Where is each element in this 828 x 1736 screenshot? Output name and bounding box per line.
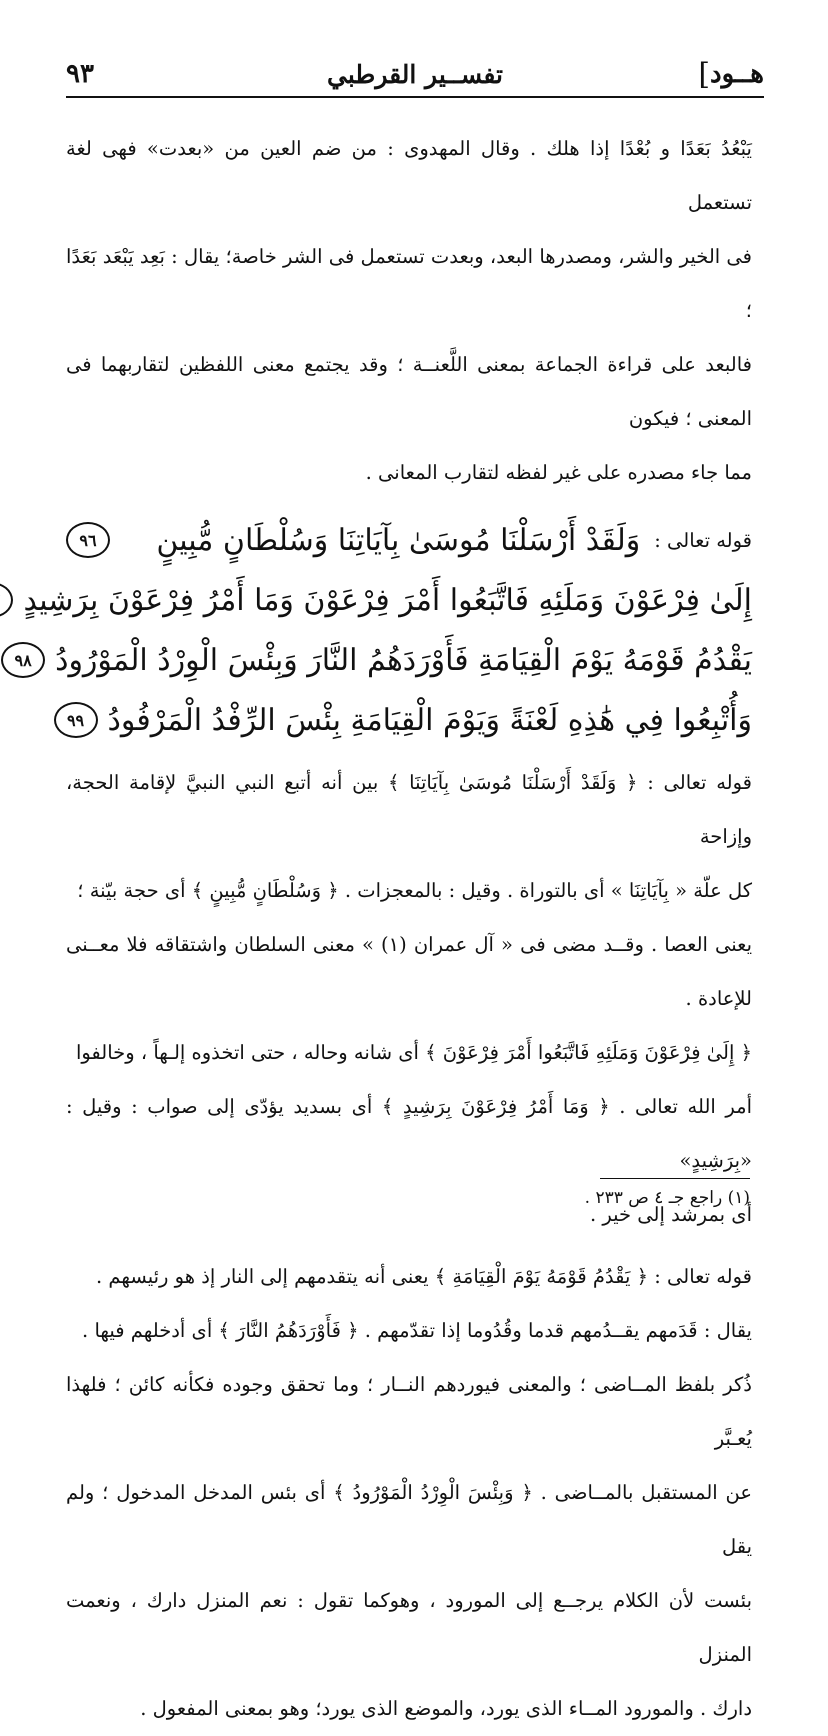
verse-number-marker: ٩٩: [54, 702, 98, 738]
commentary-line: أمر الله تعالى . ﴿ وَمَا أَمْرُ فِرْعَوْنَ بِرَشِيدٍ ﴾ أى بسديد يؤدّى إلى صواب : وقيل : «بِرَشِيدٍ»: [66, 1095, 752, 1172]
commentary-line: يعنى العصا . وقــد مضى فى « آل عمران (١) » معنى السلطان واشتقاقه فلا معــنى للإعادة .: [66, 933, 753, 1010]
commentary-line: فى الخير والشر، ومصدرها البعد، وبعدت تستعمل فى الشر خاصة؛ يقال : بَعِد يَبْعَد بَعَدًا ؛: [66, 245, 752, 322]
verse-number-marker: [0, 582, 13, 618]
verse-line-96: [66, 510, 752, 570]
commentary-line: فالبعد على قراءة الجماعة بمعنى اللَّعنــة ؛ وقد يجتمع معنى اللفظين لتقاربهما فى المعنى ؛ فيكون: [66, 353, 752, 430]
verse-intro-label: قوله تعالى :: [654, 528, 752, 552]
page-header: [66, 52, 764, 98]
commentary-line: مما جاء مصدره على غير لفظه لتقارب المعانى .: [365, 461, 752, 484]
surah-label: هــود: [710, 59, 764, 89]
footnote-divider: [600, 1178, 750, 1179]
commentary-line: يَبْعُدُ بَعَدًا و بُعْدًا إذا هلك . وقال المهدوى : من ضم العين من «بعدت» فهى لغة تستعمل: [66, 137, 752, 214]
quran-verses-block: [14, 510, 752, 750]
verse-line-99: [66, 690, 752, 750]
commentary-line: عن المستقبل بالمــاضى . ﴿ وَبِئْسَ الْوِرْدُ الْمَوْرُودُ ﴾ أى بئس المدخل المدخول ؛ ولم يقل: [66, 1481, 752, 1558]
commentary-line: دارك . والمورود المــاء الذى يورد، والموضع الذى يورد؛ وهو بمعنى المفعول .: [140, 1697, 752, 1720]
verse-number-marker: ٩٦: [66, 522, 110, 558]
commentary-line: قوله تعالى : ﴿ وَلَقَدْ أَرْسَلْنَا مُوسَىٰ بِآيَاتِنَا ﴾ بين أنه أتبع النبي النبيَّ لإقامة الحجة، وإزاحة: [66, 771, 752, 848]
header-bracket: ]: [698, 56, 711, 92]
verse-number-marker: ٩٨: [1, 642, 45, 678]
commentary-line: يقال : قَدَمهم يقــدُمهم قدما وقُدُوما إذا تقدّمهم . ﴿ فَأَوْرَدَهُمُ النَّارَ ﴾ أى أدخلهم فيها .: [82, 1319, 752, 1342]
commentary-line: ذُكر بلفظ المــاضى ؛ والمعنى فيوردهم النــار ؛ وما تحقق وجوده فكأنه كائن ؛ فلهذا يُعـبَّر: [66, 1373, 752, 1450]
verse-line-97: [23, 570, 752, 630]
footnote: (١) راجع جـ ٤ ص ٢٣٣ .: [584, 1188, 750, 1208]
surah-name: [688, 57, 764, 92]
page-number: ٩٣: [66, 59, 94, 89]
book-title: تفســير القرطبي: [327, 59, 503, 89]
verse-text: يَقْدُمُ قَوْمَهُ يَوْمَ الْقِيَامَةِ فَأَوْرَدَهُمُ النَّارَ وَبِئْسَ الْوِرْدُ الْمَوْرُودُ: [55, 642, 752, 678]
commentary-line: أى بمرشد إلى خير .: [589, 1203, 752, 1226]
commentary-line: بئست لأن الكلام يرجــع إلى المورود ، وهوكما تقول : نعم المنزل دارك ، ونعمت المنزل: [66, 1589, 752, 1666]
verse-text: وَلَقَدْ أَرْسَلْنَا مُوسَىٰ بِآيَاتِنَا وَسُلْطَانٍ مُّبِينٍ: [156, 522, 641, 558]
verse-text: وَأُتْبِعُوا فِي هَٰذِهِ لَعْنَةً وَيَوْمَ الْقِيَامَةِ بِئْسَ الرِّفْدُ الْمَرْفُودُ: [107, 702, 752, 738]
commentary-line: كل علّة « بِآيَاتِنَا » أى بالتوراة . وقيل : بالمعجزات . ﴿ وَسُلْطَانٍ مُّبِينٍ ﴾ أى حجة بيّنة ؛: [77, 879, 752, 902]
page-body: [14, 122, 753, 1736]
verse-text: إِلَىٰ فِرْعَوْنَ وَمَلَئِهِ فَاتَّبَعُوا أَمْرَ فِرْعَوْنَ وَمَا أَمْرُ فِرْعَوْنَ بِرَشِيدٍ: [23, 582, 752, 618]
verse-line-98: [14, 630, 752, 690]
commentary-line: ﴿ إِلَىٰ فِرْعَوْنَ وَمَلَئِهِ فَاتَّبَعُوا أَمْرَ فِرْعَوْنَ ﴾ أى شانه وحاله ، حتى اتخذوه إلـهاً ، وخالفوا: [75, 1041, 752, 1064]
commentary-line: قوله تعالى : ﴿ يَقْدُمُ قَوْمَهُ يَوْمَ الْقِيَامَةِ ﴾ يعنى أنه يتقدمهم إلى النار إذ هو رئيسهم .: [95, 1265, 752, 1288]
paragraph-gap: [66, 1242, 752, 1250]
